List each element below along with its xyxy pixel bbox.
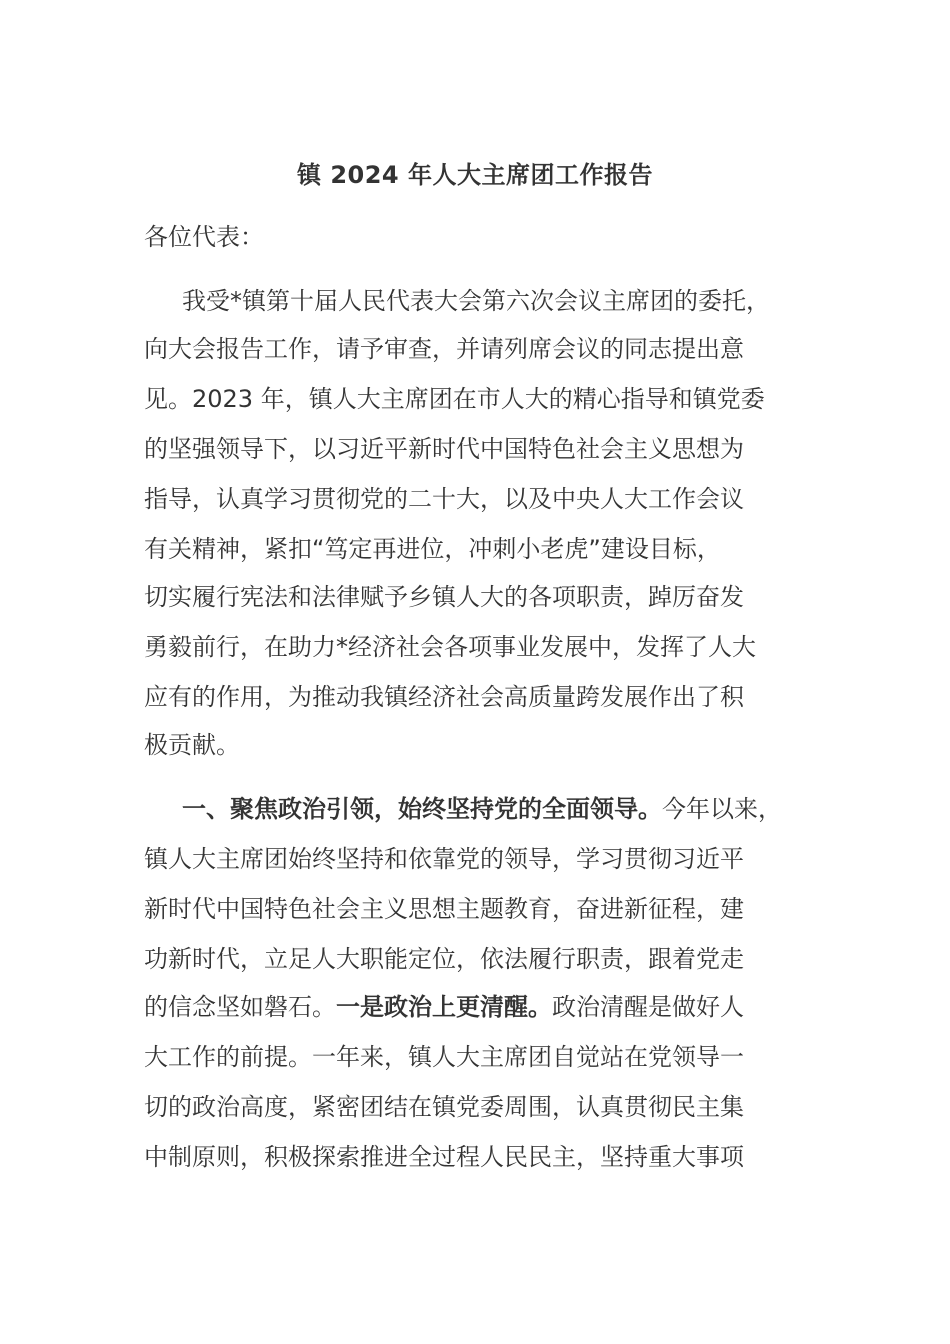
paragraph-text: 政治清醒是做好人: [552, 993, 744, 1021]
salutation: 各位代表：: [144, 223, 264, 251]
paragraph-1-line: 的坚强领导下，以习近平新时代中国特色社会主义思想为: [144, 435, 744, 463]
paragraph-2-line: 功新时代，立足人大职能定位，依法履行职责，跟着党走: [144, 945, 744, 973]
paragraph-1-line: 见。2023 年，镇人大主席团在市人大的精心指导和镇党委: [144, 385, 765, 413]
paragraph-2-line: 切的政治高度，紧密团结在镇党委周围，认真贯彻民主集: [144, 1093, 744, 1121]
paragraph-2-line: 新时代中国特色社会主义思想主题教育，奋进新征程，建: [144, 895, 744, 923]
paragraph-1-line: 极贡献。: [144, 731, 240, 759]
paragraph-2-line: [144, 990, 744, 1024]
subsection-heading: 一是政治上更清醒。: [336, 993, 552, 1021]
paragraph-text: 的信念坚如磐石。: [144, 993, 336, 1021]
paragraph-2-line: 镇人大主席团始终坚持和依靠党的领导，学习贯彻习近平: [144, 845, 744, 873]
paragraph-2-line: 大工作的前提。一年来，镇人大主席团自觉站在党领导一: [144, 1043, 744, 1071]
paragraph-1-line: 我受*镇第十届人民代表大会第六次会议主席团的委托，: [182, 287, 770, 315]
paragraph-1-line: 有关精神，紧扣“笃定再进位，冲刺小老虎”建设目标，: [144, 535, 721, 563]
paragraph-1-line: 向大会报告工作，请予审查，并请列席会议的同志提出意: [144, 335, 744, 363]
paragraph-1-line: 应有的作用，为推动我镇经济社会高质量跨发展作出了积: [144, 683, 744, 711]
paragraph-1-line: 指导，认真学习贯彻党的二十大，以及中央人大工作会议: [144, 485, 744, 513]
paragraph-2-line: [182, 792, 782, 826]
paragraph-text: 今年以来，: [662, 795, 782, 823]
section-heading: 一、聚焦政治引领，始终坚持党的全面领导。: [182, 795, 662, 823]
paragraph-1-line: 切实履行宪法和法律赋予乡镇人大的各项职责，踔厉奋发: [144, 583, 744, 611]
document-title: 镇 2024 年人大主席团工作报告: [296, 161, 653, 189]
paragraph-2-line: 中制原则，积极探索推进全过程人民民主，坚持重大事项: [144, 1143, 744, 1171]
paragraph-1-line: 勇毅前行，在助力*经济社会各项事业发展中，发挥了人大: [144, 633, 756, 661]
